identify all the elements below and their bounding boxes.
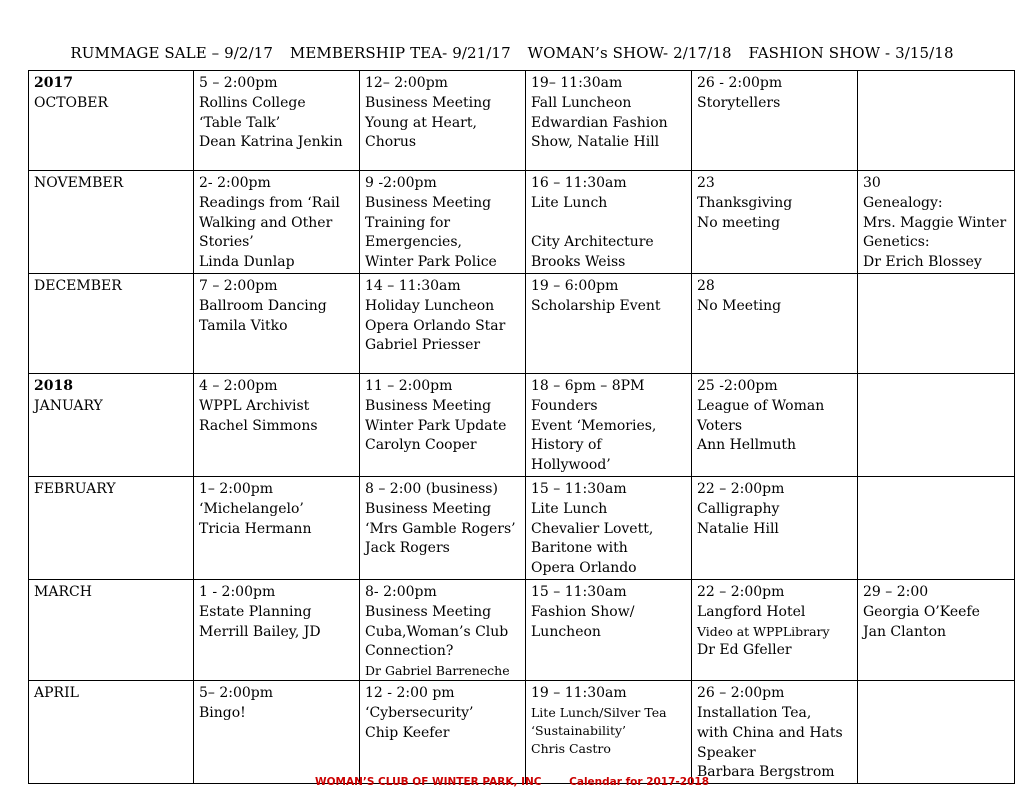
event-cell xyxy=(526,579,692,680)
event-detail-line: Hollywood’ xyxy=(531,457,611,474)
month-label: JANUARY xyxy=(34,397,103,414)
event-date-time: 2- 2:00pm xyxy=(199,175,271,191)
event-cell xyxy=(692,579,858,680)
event-cell xyxy=(858,476,1015,579)
month-cell xyxy=(29,373,194,476)
event-detail-line: ‘Michelangelo’ xyxy=(199,500,304,517)
calendar-row-january xyxy=(29,373,1015,476)
event-detail-line: Merrill Bailey, JD xyxy=(199,623,321,640)
event-detail-line: Lite Lunch xyxy=(531,500,608,517)
event-date-time: 30 xyxy=(863,175,881,191)
event-cell xyxy=(360,171,526,274)
event-date-time: 15 – 11:30am xyxy=(531,480,627,497)
event-detail-line: Dean Katrina Jenkin xyxy=(199,134,343,151)
event-cell xyxy=(360,579,526,680)
event-detail-line: Carolyn Cooper xyxy=(365,437,477,454)
event-detail-line: Connection? xyxy=(365,643,454,660)
event-date-time: 26 – 2:00pm xyxy=(697,685,785,702)
event-detail-line: Video at WPPLibrary xyxy=(697,623,830,639)
event-date-time: 19– 11:30am xyxy=(531,75,623,91)
event-cell xyxy=(194,373,360,476)
calendar-row-november xyxy=(29,171,1015,274)
event-detail-line: Calligraphy xyxy=(697,500,780,517)
event-detail-line: Readings from ‘Rail xyxy=(199,194,340,211)
footer-calendar-title: Calendar for 2017-2018 xyxy=(569,776,709,788)
event-cell xyxy=(194,476,360,579)
event-cell xyxy=(194,171,360,274)
event-cell xyxy=(858,373,1015,476)
event-detail-line: Lite Lunch xyxy=(531,194,608,211)
event-detail-line: Business Meeting xyxy=(365,500,492,517)
event-detail-line: Business Meeting xyxy=(365,194,492,211)
event-detail-line: Dr Ed Gfeller xyxy=(697,641,792,658)
event-detail-line: Winter Park Update xyxy=(365,417,507,434)
event-cell xyxy=(858,171,1015,274)
event-cell xyxy=(360,273,526,373)
event-cell xyxy=(526,476,692,579)
event-date-time: 28 xyxy=(697,277,715,294)
event-detail-line: Winter Park Police xyxy=(365,254,497,271)
event-date-time: 19 – 6:00pm xyxy=(531,277,619,294)
month-cell xyxy=(29,273,194,373)
event-date-time: 8- 2:00pm xyxy=(365,583,437,600)
event-detail-line: Bingo! xyxy=(199,704,246,721)
event-detail-line: Storytellers xyxy=(697,94,781,111)
month-cell xyxy=(29,171,194,274)
event-detail-line: ‘Cybersecurity’ xyxy=(365,704,474,721)
event-detail-line: Young at Heart, xyxy=(365,114,477,131)
event-detail-line: Fashion Show/ xyxy=(531,603,635,620)
event-detail-line: No meeting xyxy=(697,214,781,231)
event-cell xyxy=(692,476,858,579)
event-date-time: 22 – 2:00pm xyxy=(697,583,785,600)
event-detail-line: ‘Sustainability’ xyxy=(531,722,627,738)
event-date-time: 26 - 2:00pm xyxy=(697,75,783,91)
event-detail-line: Chip Keefer xyxy=(365,724,450,741)
event-detail-line: Business Meeting xyxy=(365,94,492,111)
event-detail-line: Linda Dunlap xyxy=(199,254,295,271)
event-detail-line: Genealogy: xyxy=(863,194,943,211)
month-label: MARCH xyxy=(34,583,92,600)
event-detail-line: Holiday Luncheon xyxy=(365,297,495,314)
event-date-time: 22 – 2:00pm xyxy=(697,480,785,497)
header-event-membership-tea: MEMBERSHIP TEA- 9/21/17 xyxy=(289,44,511,62)
event-detail-line: Business Meeting xyxy=(365,397,492,414)
event-detail-line: Jan Clanton xyxy=(863,623,947,640)
event-detail-line: Chris Castro xyxy=(531,740,611,756)
event-detail-line: Gabriel Priesser xyxy=(365,337,481,354)
event-date-time: 29 – 2:00 xyxy=(863,583,929,600)
month-label: NOVEMBER xyxy=(34,175,124,191)
calendar-row-march xyxy=(29,579,1015,680)
event-detail-line: Langford Hotel xyxy=(697,603,806,620)
event-cell xyxy=(858,579,1015,680)
event-cell xyxy=(858,71,1015,171)
event-cell xyxy=(360,476,526,579)
month-label: FEBRUARY xyxy=(34,480,116,497)
event-detail-line: Barbara Bergstrom xyxy=(697,764,835,781)
event-detail-line: with China and Hats xyxy=(697,724,843,741)
event-date-time: 12 - 2:00 pm xyxy=(365,685,455,702)
event-detail-line: Rollins College xyxy=(199,94,306,111)
month-cell xyxy=(29,71,194,171)
event-cell xyxy=(692,171,858,274)
event-cell xyxy=(526,171,692,274)
event-detail-line: Stories’ xyxy=(199,234,254,251)
event-date-time: 15 – 11:30am xyxy=(531,583,627,600)
event-date-time: 12– 2:00pm xyxy=(365,75,448,91)
event-detail-line: WPPL Archivist xyxy=(199,397,310,414)
month-label: APRIL xyxy=(34,685,79,702)
month-cell xyxy=(29,681,194,784)
month-label: DECEMBER xyxy=(34,277,122,294)
event-date-time: 14 – 11:30am xyxy=(365,277,461,294)
footer-club-name: WOMAN’S CLUB OF WINTER PARK, INC xyxy=(314,776,542,788)
event-detail-line: Baritone with xyxy=(531,540,628,557)
event-detail-line: Opera Orlando xyxy=(531,560,637,577)
event-detail-line: League of Woman xyxy=(697,397,825,414)
event-detail-line: Fall Luncheon xyxy=(531,94,632,111)
event-cell xyxy=(692,373,858,476)
event-date-time: 18 – 6pm – 8PM xyxy=(531,377,645,394)
event-detail-line: Tricia Hermann xyxy=(199,520,312,537)
calendar-table xyxy=(28,70,1015,784)
event-cell xyxy=(692,71,858,171)
event-cell xyxy=(360,373,526,476)
event-cell xyxy=(526,373,692,476)
event-date-time: 16 – 11:30am xyxy=(531,175,627,191)
event-detail-line: Installation Tea, xyxy=(697,704,812,721)
event-detail-line: Tamila Vitko xyxy=(199,317,288,334)
event-detail-line: Natalie Hill xyxy=(697,520,779,537)
event-detail-line: Rachel Simmons xyxy=(199,417,318,434)
event-cell xyxy=(858,273,1015,373)
event-date-time: 11 – 2:00pm xyxy=(365,377,453,394)
event-detail-line: History of xyxy=(531,437,602,454)
event-detail-line: Dr Gabriel Barreneche xyxy=(365,663,510,679)
event-date-time: 23 xyxy=(697,175,715,191)
event-cell xyxy=(526,273,692,373)
event-detail-line: Emergencies, xyxy=(365,234,462,251)
event-cell xyxy=(360,71,526,171)
event-detail-line: City Architecture xyxy=(531,234,654,251)
event-cell xyxy=(360,681,526,784)
event-date-time: 9 -2:00pm xyxy=(365,175,437,191)
event-detail-line: Voters xyxy=(697,417,743,434)
year-label: 2018 xyxy=(34,377,73,394)
header-event-womans-show: WOMAN’s SHOW- 2/17/18 xyxy=(527,44,732,62)
month-label: OCTOBER xyxy=(34,94,109,111)
event-cell xyxy=(692,681,858,784)
month-cell xyxy=(29,579,194,680)
calendar-row-april xyxy=(29,681,1015,784)
event-date-time: 5– 2:00pm xyxy=(199,685,274,702)
month-cell xyxy=(29,476,194,579)
event-detail-line: Georgia O’Keefe xyxy=(863,603,980,620)
event-detail-line: Business Meeting xyxy=(365,603,492,620)
event-date-time: 25 -2:00pm xyxy=(697,377,778,394)
event-cell xyxy=(194,579,360,680)
event-date-time: 1– 2:00pm xyxy=(199,480,274,497)
event-cell xyxy=(526,681,692,784)
event-detail-line: ‘Mrs Gamble Rogers’ xyxy=(365,520,516,537)
event-detail-line: Scholarship Event xyxy=(531,297,661,314)
event-cell xyxy=(526,71,692,171)
event-date-time: 4 – 2:00pm xyxy=(199,377,278,394)
event-cell xyxy=(692,273,858,373)
event-detail-line: Lite Lunch/Silver Tea xyxy=(531,704,667,720)
event-date-time: 1 - 2:00pm xyxy=(199,583,276,600)
event-detail-line: ‘Table Talk’ xyxy=(199,114,281,131)
event-date-time: 5 – 2:00pm xyxy=(199,75,278,91)
event-date-time: 8 – 2:00 (business) xyxy=(365,480,498,497)
event-detail-line: Walking and Other xyxy=(199,214,333,231)
event-detail-line: Luncheon xyxy=(531,623,601,640)
event-detail-line: Show, Natalie Hill xyxy=(531,134,660,151)
event-detail-line: Edwardian Fashion xyxy=(531,114,668,131)
event-date-time: 19 – 11:30am xyxy=(531,685,627,702)
calendar-row-october xyxy=(29,71,1015,171)
event-cell xyxy=(194,273,360,373)
event-detail-line: Ballroom Dancing xyxy=(199,297,327,314)
event-detail-line: No Meeting xyxy=(697,297,782,314)
event-detail-line: Ann Hellmuth xyxy=(697,437,796,454)
event-detail-line: Speaker xyxy=(697,744,756,761)
page-footer xyxy=(0,776,1024,788)
calendar-row-december xyxy=(29,273,1015,373)
event-date-time: 7 – 2:00pm xyxy=(199,277,278,294)
event-detail-line: Cuba,Woman’s Club xyxy=(365,623,509,640)
event-detail-line: Estate Planning xyxy=(199,603,312,620)
event-detail-line: Opera Orlando Star xyxy=(365,317,506,334)
event-cell xyxy=(194,681,360,784)
event-detail-line: Jack Rogers xyxy=(365,540,450,557)
event-detail-line: Training for xyxy=(365,214,451,231)
event-detail-line xyxy=(531,214,691,234)
event-detail-line: Event ‘Memories, xyxy=(531,417,657,434)
event-detail-line: Chorus xyxy=(365,134,417,151)
event-detail-line: Mrs. Maggie Winter xyxy=(863,214,1007,231)
event-detail-line: Thanksgiving xyxy=(697,194,793,211)
year-label: 2017 xyxy=(34,75,73,91)
event-cell xyxy=(194,71,360,171)
header-event-rummage-sale: RUMMAGE SALE – 9/2/17 xyxy=(70,44,274,62)
event-detail-line: Dr Erich Blossey xyxy=(863,254,982,271)
event-detail-line: Genetics: xyxy=(863,234,930,251)
event-cell xyxy=(858,681,1015,784)
event-detail-line: Founders xyxy=(531,397,598,414)
page-header xyxy=(0,44,1024,62)
header-event-fashion-show: FASHION SHOW - 3/15/18 xyxy=(748,44,954,62)
event-detail-line: Chevalier Lovett, xyxy=(531,520,654,537)
event-detail-line: Brooks Weiss xyxy=(531,254,626,271)
calendar-row-february xyxy=(29,476,1015,579)
